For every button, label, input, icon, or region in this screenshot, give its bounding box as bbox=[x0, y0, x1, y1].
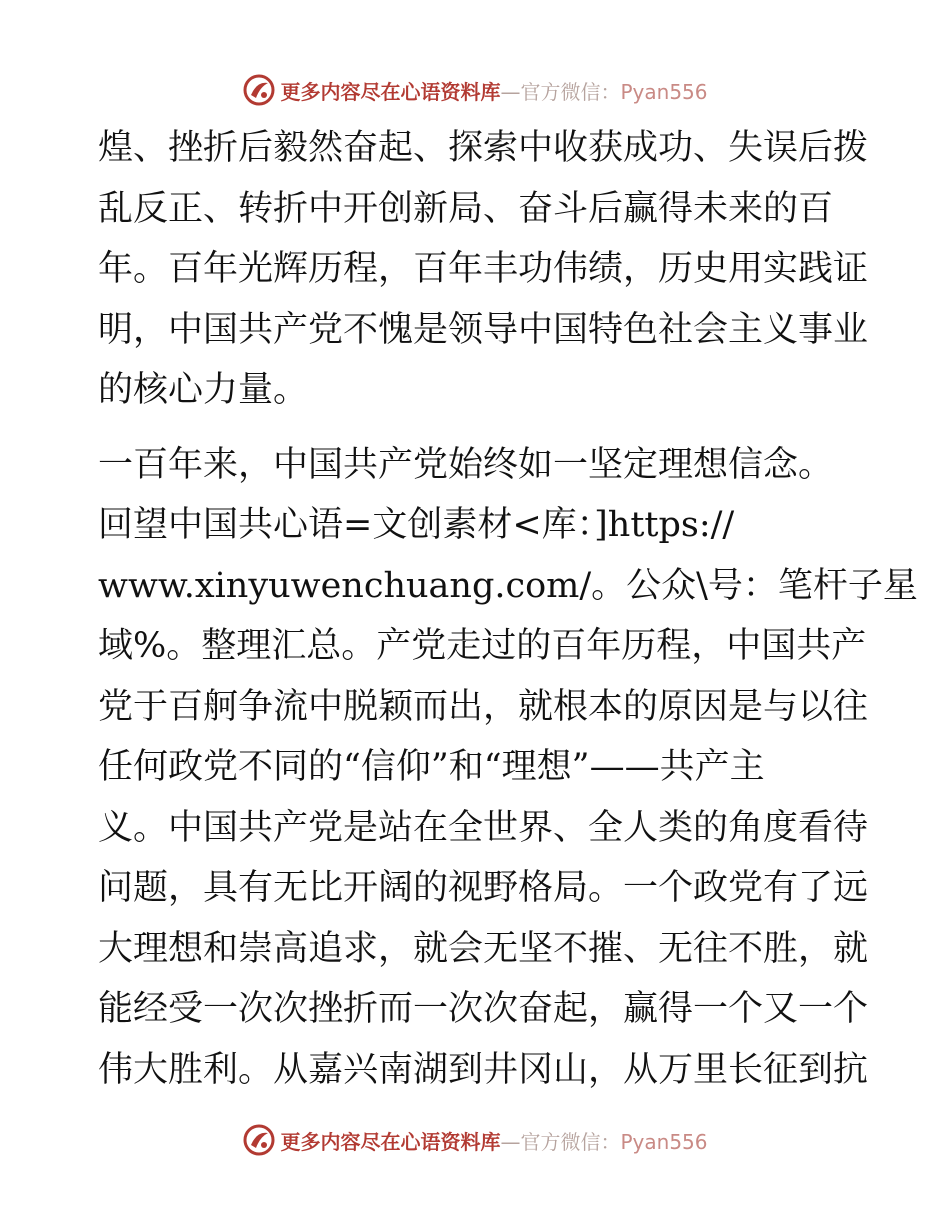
text-line: 党于百舸争流中脱颖而出，就根本的原因是与以往 bbox=[98, 686, 869, 727]
text-line: 年。百年光辉历程，百年丰功伟绩，历史用实践证 bbox=[98, 249, 869, 289]
watermark-id: Pyan556 bbox=[620, 1129, 708, 1154]
text-line: 明，中国共产党不愧是领导中国特色社会主义事业 bbox=[98, 309, 869, 350]
document-body bbox=[98, 118, 918, 1100]
paragraph-1 bbox=[98, 118, 869, 421]
watermark-brand: 更多内容尽在心语资料库 bbox=[280, 1129, 501, 1154]
text-line: 乱反正、转折中开创新局、奋斗后赢得未来的百 bbox=[98, 188, 834, 229]
text-line: 能经受一次次挫折而一次次奋起，赢得一个又一个 bbox=[98, 989, 869, 1029]
text-line: 义。中国共产党是站在全世界、全人类的角度看待 bbox=[98, 807, 869, 848]
text-line: 煌、挫折后毅然奋起、探索中收获成功、失误后拨 bbox=[98, 128, 869, 168]
text-line: 的核心力量。 bbox=[98, 370, 309, 410]
text-line: 伟大胜利。从嘉兴南湖到井冈山，从万里长征到抗 bbox=[98, 1049, 869, 1090]
watermark-brand: 更多内容尽在心语资料库 bbox=[280, 79, 501, 104]
watermark-text bbox=[280, 1126, 707, 1155]
text-line: 任何政党不同的“信仰”和“理想”——共产主 bbox=[98, 747, 765, 787]
footer-watermark bbox=[0, 1120, 950, 1160]
text-line: 域%。整理汇总。产党走过的百年历程，中国共产 bbox=[98, 626, 867, 666]
seal-logo-icon bbox=[242, 1123, 276, 1157]
watermark-id: Pyan556 bbox=[620, 79, 708, 104]
text-line: 问题，具有无比开阔的视野格局。一个政党有了远 bbox=[98, 868, 869, 908]
text-line: 回望中国共心语=文创素材<库：]https:// bbox=[98, 505, 735, 545]
watermark-text bbox=[280, 76, 707, 105]
watermark-label: 官方微信： bbox=[520, 79, 621, 104]
watermark-dash: — bbox=[500, 79, 521, 104]
seal-logo-icon bbox=[242, 73, 276, 107]
header-watermark bbox=[0, 70, 950, 110]
watermark-dash: — bbox=[500, 1129, 521, 1154]
watermark-label: 官方微信： bbox=[520, 1129, 621, 1154]
paragraph-gap bbox=[98, 421, 858, 435]
text-line: 大理想和崇高追求，就会无坚不摧、无往不胜，就 bbox=[98, 928, 869, 969]
paragraph-2 bbox=[98, 435, 918, 1101]
text-line: www.xinyuwenchuang.com/。公众\号：笔杆子星 bbox=[98, 565, 918, 606]
text-line: 一百年来，中国共产党始终如一坚定理想信念。 bbox=[98, 444, 834, 485]
